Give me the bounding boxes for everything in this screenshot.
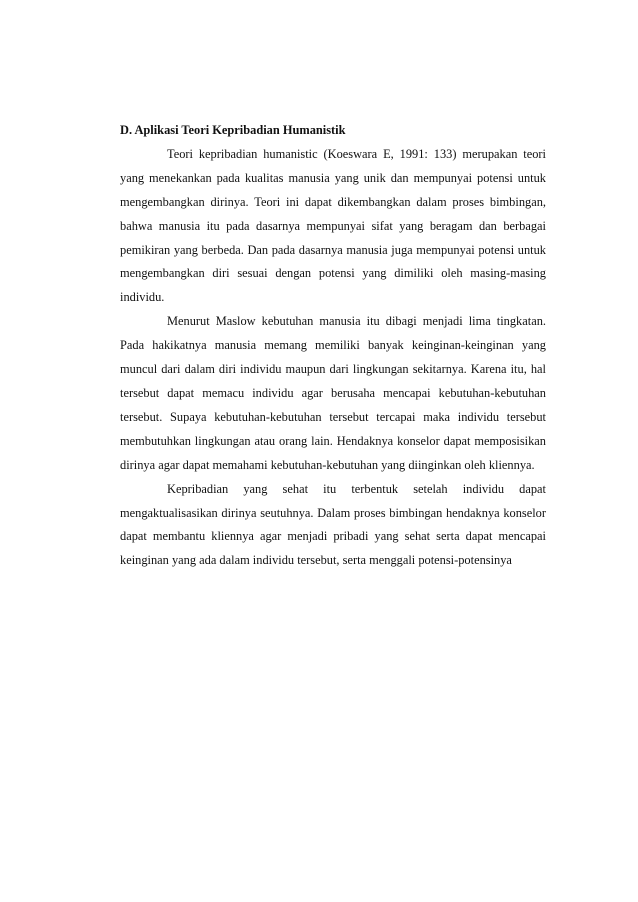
document-page bbox=[120, 119, 546, 573]
paragraph-humanistic-theory: Teori kepribadian humanistic (Koeswara E, 1991: 133) merupakan teori yang menekankan pada kualitas manusia yang unik dan mempunyai potensi untuk mengembangkan dirinya. Teori ini dapat dikembangkan dalam proses bimbingan, bahwa manusia itu pada dasarnya mempunyai sifat yang beragam dan berbagai pemikiran yang berbeda. Dan pada dasarnya manusia juga mempunyai potensi untuk mengembangkan diri sesuai dengan potensi yang dimiliki oleh masing-masing individu. bbox=[120, 146, 546, 305]
paragraph-maslow-needs: Menurut Maslow kebutuhan manusia itu dibagi menjadi lima tingkatan. Pada hakikatnya manusia memang memiliki banyak keinginan-keinginan yang muncul dari dalam diri individu maupun dari lingkungan sekitarnya. Karena itu, hal tersebut dapat memacu individu agar berusaha mencapai kebutuhan-kebutuhan tersebut. Supaya kebutuhan-kebutuhan tersebut tercapai maka individu tersebut membutuhkan lingkungan atau orang lain. Hendaknya konselor dapat memposisikan dirinya agar dapat memahami kebutuhan-kebutuhan yang diinginkan oleh kliennya. bbox=[120, 314, 546, 472]
section-heading: D. Aplikasi Teori Kepribadian Humanistik bbox=[120, 123, 346, 137]
paragraph-healthy-personality: Kepribadian yang sehat itu terbentuk setelah individu dapat mengaktualisasikan dirinya seutuhnya. Dalam proses bimbingan hendaknya konselor dapat membantu kliennya agar menjadi pribadi yang sehat serta dapat mencapai keinginan yang ada dalam individu tersebut, serta menggali potensi-potensinya bbox=[120, 481, 546, 568]
